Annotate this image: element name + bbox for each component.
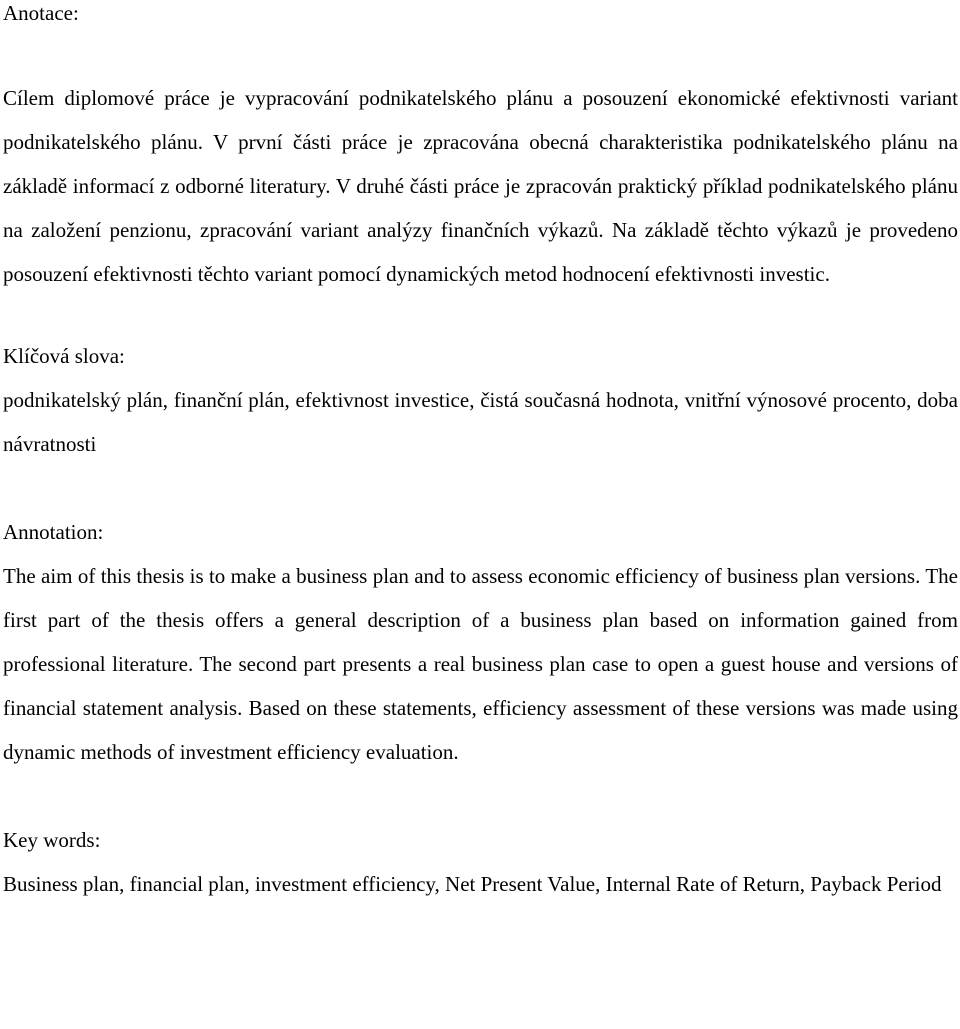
spacer (3, 466, 958, 510)
czech-keywords-heading: Klíčová slova: (3, 344, 125, 368)
english-keywords-heading: Key words: (3, 828, 101, 852)
spacer (3, 774, 958, 818)
english-keywords-text: Business plan, financial plan, investment efficiency, Net Present Value, Internal Rate of Return, Payback Period (3, 872, 942, 896)
english-abstract-text: The aim of this thesis is to make a business plan and to assess economic efficiency of business plan versions. The first part of the thesis offers a general description of a business plan based on information gained from professional literature. The second part presents a real business plan case to open a guest house and versions of financial statement analysis. Based on these statements, efficiency assessment of these versions was made using dynamic methods of investment efficiency evaluation. (3, 564, 958, 764)
czech-keywords-text: podnikatelský plán, finanční plán, efektivnost investice, čistá současná hodnota, vnitřní výnosové procento, doba návratnosti (3, 388, 958, 456)
spacer (3, 44, 958, 76)
czech-abstract-heading: Anotace: (3, 1, 79, 25)
czech-abstract-text: Cílem diplomové práce je vypracování podnikatelského plánu a posouzení ekonomické efektivnosti variant podnikatelského plánu. V první části práce je zpracována obecná charakteristika podnikatelského plánu na základě informací z odborné literatury. V druhé části práce je zpracován praktický příklad podnikatelského plánu na založení penzionu, zpracování variant analýzy finančních výkazů. Na základě těchto výkazů je provedeno posouzení efektivnosti těchto variant pomocí dynamických metod hodnocení efektivnosti investic. (3, 86, 958, 286)
spacer (3, 296, 958, 334)
document-page (3, 0, 958, 906)
english-abstract-heading: Annotation: (3, 520, 104, 544)
